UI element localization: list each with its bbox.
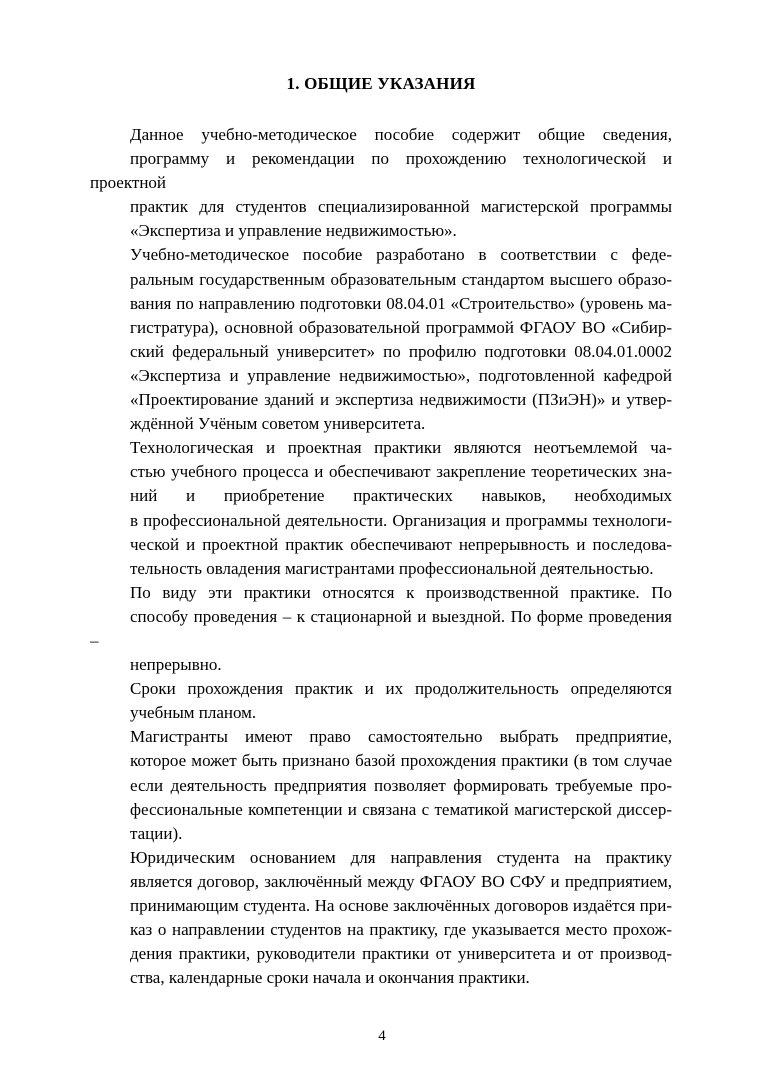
text-line: стью учебного процесса и обеспечивают закрепление теоретических зна- (130, 462, 672, 482)
text-line: фессиональные компетенции и связана с тематикой магистерской диссер- (130, 799, 672, 819)
paragraph-5 (90, 677, 672, 725)
text-line: принимающим студента. На основе заключённых договоров издаётся при- (130, 896, 672, 915)
text-line: ский федеральный университет» по профилю подготовки 08.04.01.0002 (130, 341, 672, 361)
text-line: в профессиональной деятельности. Организация и программы технологи- (130, 510, 672, 530)
paragraph-6 (90, 725, 672, 845)
text-line: практик для студентов специализированной магистерской программы (130, 197, 672, 217)
paragraph-4 (90, 581, 672, 677)
section-heading: 1. ОБЩИЕ УКАЗАНИЯ (286, 74, 476, 93)
text-line: Данное учебно-методическое пособие содержит общие сведения, (130, 125, 672, 144)
paragraph-7 (90, 846, 672, 991)
text-line: Учебно-методическое пособие разработано в соответствии с феде- (130, 245, 672, 265)
text-line: «Экспертиза и управление недвижимостью», подготовленной кафедрой (130, 365, 672, 385)
text-line: программу и рекомендации по прохождению технологической и проектной (90, 149, 672, 193)
text-line: вания по направлению подготовки 08.04.01 «Строительство» (уровень ма- (130, 293, 672, 313)
text-line: тельность овладения магистрантами профессиональной деятельностью. (130, 558, 654, 578)
paragraph-1 (90, 123, 672, 243)
text-line: тации). (130, 823, 183, 843)
text-line: «Экспертиза и управление недвижимостью». (130, 221, 457, 241)
text-line: Магистранты имеют право самостоятельно выбрать предприятие, (130, 727, 672, 747)
text-line: способу проведения – к стационарной и выездной. По форме проведения – (90, 606, 672, 650)
text-line: гистратура), основной образовательной программой ФГАОУ ВО «Сибир- (130, 317, 672, 337)
text-line: ждённой Учёным советом университета. (130, 414, 426, 434)
text-line: ства, календарные сроки начала и окончания практики. (130, 968, 530, 988)
text-line: По виду эти практики относятся к производственной практике. По (130, 582, 672, 602)
text-line: учебным планом. (130, 703, 257, 723)
text-line: является договор, заключённый между ФГАОУ ВО СФУ и предприятием, (130, 871, 672, 891)
text-line: которое может быть признано базой прохождения практики (в том случае (130, 751, 672, 771)
page-number: 4 (378, 1028, 386, 1044)
text-line: если деятельность предприятия позволяет формировать требуемые про- (130, 775, 672, 795)
text-line: Юридическим основанием для направления студента на практику (130, 847, 672, 867)
text-line: Сроки прохождения практик и их продолжительность определяются (130, 679, 672, 699)
text-line: непрерывно. (130, 655, 222, 675)
text-line: дения практики, руководители практики от университета и от производ- (130, 944, 672, 964)
text-line: ральным государственным образовательным стандартом высшего образо- (130, 269, 672, 289)
text-line: каз о направлении студентов на практику, где указывается место прохож- (130, 920, 672, 940)
paragraph-2 (90, 243, 672, 436)
text-line: ческой и проектной практик обеспечивают непрерывность и последова- (130, 534, 672, 554)
text-line: ний и приобретение практических навыков, необходимых (130, 486, 672, 506)
body-text (90, 123, 672, 990)
paragraph-3 (90, 436, 672, 581)
text-line: «Проектирование зданий и экспертиза недвижимости (ПЗиЭН)» и утвер- (130, 390, 672, 410)
text-line: Технологическая и проектная практики являются неотъемлемой ча- (130, 438, 672, 458)
